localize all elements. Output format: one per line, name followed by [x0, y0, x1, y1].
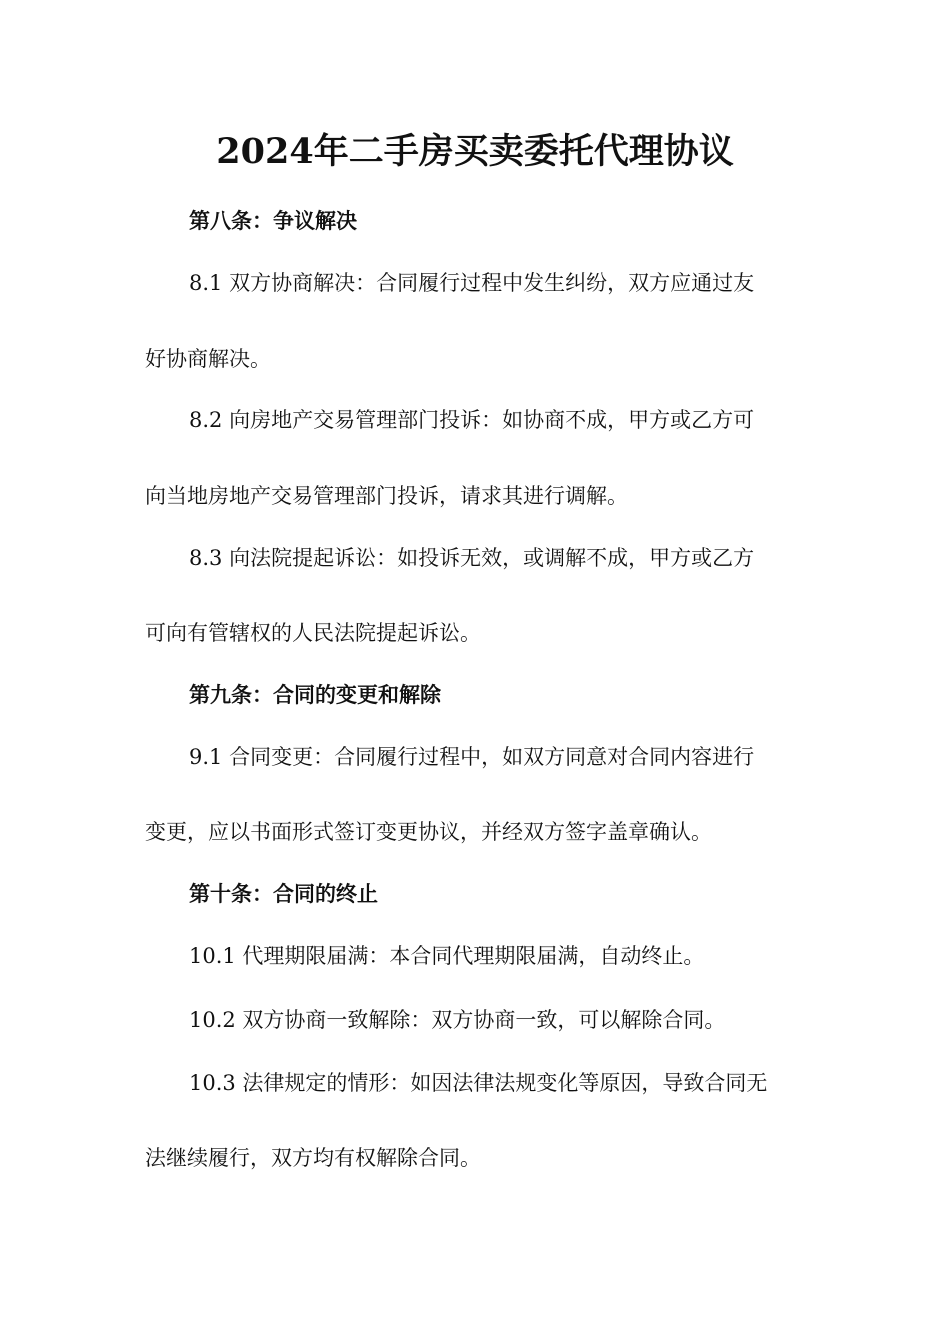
clause-10-2-line-1: 10.2 双方协商一致解除：双方协商一致，可以解除合同。	[189, 1008, 726, 1032]
article-8-heading: 第八条：争议解决	[189, 209, 357, 233]
document-title: 2024年二手房买卖委托代理协议	[216, 131, 734, 172]
clause-10-3-line-1: 10.3 法律规定的情形：如因法律法规变化等原因，导致合同无	[189, 1071, 768, 1095]
clause-8-1-line-2: 好协商解决。	[145, 347, 271, 371]
clause-8-1-line-1: 8.1 双方协商解决：合同履行过程中发生纠纷，双方应通过友	[189, 271, 755, 295]
clause-10-1-line-1: 10.1 代理期限届满：本合同代理期限届满，自动终止。	[189, 944, 705, 968]
clause-8-3-line-2: 可向有管辖权的人民法院提起诉讼。	[145, 621, 481, 645]
article-9-heading: 第九条：合同的变更和解除	[189, 683, 441, 707]
clause-9-1-line-2: 变更，应以书面形式签订变更协议，并经双方签字盖章确认。	[145, 820, 712, 844]
clause-9-1-line-1: 9.1 合同变更：合同履行过程中，如双方同意对合同内容进行	[189, 745, 755, 769]
clause-8-3-line-1: 8.3 向法院提起诉讼：如投诉无效，或调解不成，甲方或乙方	[189, 546, 755, 570]
clause-10-3-line-2: 法继续履行，双方均有权解除合同。	[145, 1146, 481, 1170]
article-10-heading: 第十条：合同的终止	[189, 882, 378, 906]
clause-8-2-line-1: 8.2 向房地产交易管理部门投诉：如协商不成，甲方或乙方可	[189, 408, 755, 432]
clause-8-2-line-2: 向当地房地产交易管理部门投诉，请求其进行调解。	[145, 484, 628, 508]
